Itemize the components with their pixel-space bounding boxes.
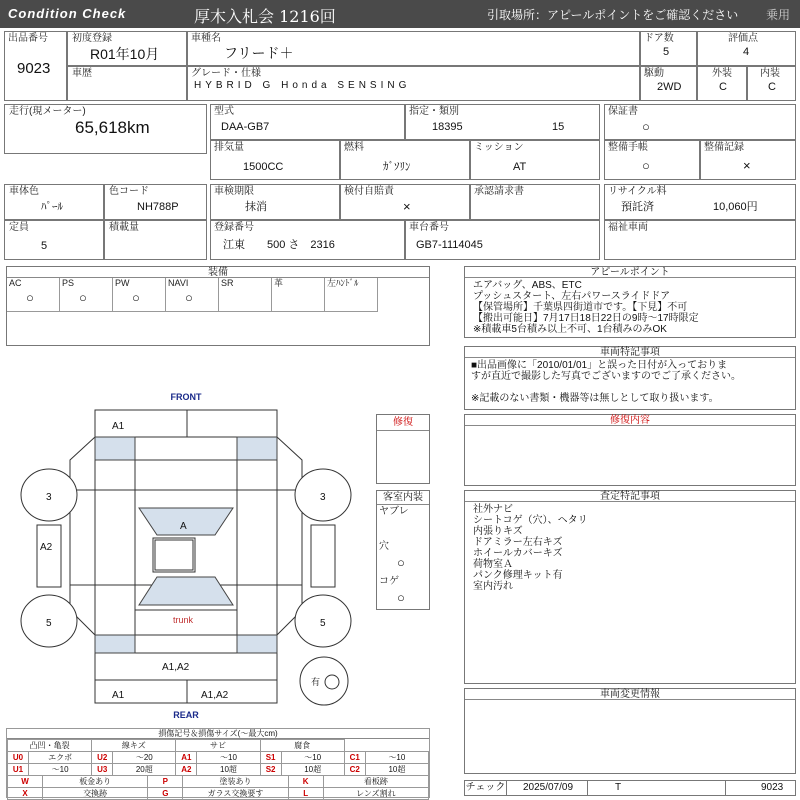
drive-cell <box>640 66 697 101</box>
equipment-label: 革 <box>274 278 284 288</box>
legend-code: C1 <box>344 752 365 764</box>
color-code-cell <box>104 184 207 220</box>
right-side-panel <box>311 525 335 587</box>
interior-damage-value: ○ <box>397 590 405 605</box>
spare-label: 有 <box>311 677 321 687</box>
model-label: 車種名 <box>191 33 221 44</box>
footer-divider-2 <box>725 781 726 795</box>
legend-group: 凸凹・亀裂 <box>8 740 92 752</box>
rear-label: REAR <box>173 710 199 720</box>
legend-group: 腐食 <box>260 740 344 752</box>
equipment-title: 装備 <box>7 267 429 278</box>
maint-book-cell <box>604 140 700 180</box>
changes-box <box>464 688 796 774</box>
lot-value: 9023 <box>17 60 51 77</box>
legend-code: A1 <box>176 752 197 764</box>
appeal-line: ※積載車5台積み以上不可、1台積みのみOK <box>473 324 667 335</box>
welfare-cell <box>604 220 796 260</box>
legend-desc: エクボ <box>29 752 92 764</box>
legend-symbol-desc: 交換跡 <box>43 788 148 800</box>
equipment-item <box>219 278 272 312</box>
hood-code: A <box>180 521 187 532</box>
reg-no-cell <box>210 220 405 260</box>
interior-damage-item <box>377 540 429 575</box>
legend-symbols <box>7 775 429 800</box>
exterior-label: 外装 <box>712 68 732 79</box>
front-label: FRONT <box>170 392 202 402</box>
legend-group-row <box>8 740 429 752</box>
fuel-value: ｶﾞｿﾘﾝ <box>383 161 411 173</box>
left-side-panel <box>37 525 61 587</box>
maint-book-value: ○ <box>642 158 650 173</box>
designation-value-1: 18395 <box>432 121 463 133</box>
liability-value: × <box>403 199 411 214</box>
drive-label: 駆動 <box>644 68 664 79</box>
footer-bar <box>464 780 796 796</box>
mission-label: ミッション <box>474 142 524 153</box>
rear-bumper-upper-code: A1,A2 <box>162 662 190 673</box>
repair-title: 修復内容 <box>465 415 795 426</box>
inspection-line: シートコゲ（穴）、ヘタリ <box>473 515 588 526</box>
inspection-line: パンク修理キット有 <box>473 570 563 581</box>
legend-symbol-code: X <box>8 788 43 800</box>
legend-desc: 10超 <box>197 764 260 776</box>
legend-desc: 10超 <box>365 764 428 776</box>
inspection-line: 荷物室Ａ <box>473 559 513 570</box>
equipment-label: PW <box>115 278 130 288</box>
color-value: ﾊﾟｰﾙ <box>41 201 63 213</box>
appeal-line: 【保管場所】千葉県四街道市です。【下見】不可 <box>473 302 688 313</box>
interior-damage-value: ○ <box>397 555 405 570</box>
load-cell <box>104 220 207 260</box>
recycle-label: リサイクル料 <box>608 186 667 197</box>
doors-cell <box>640 31 697 66</box>
color-code-label: 色コード <box>109 186 149 197</box>
equipment-item <box>325 278 378 312</box>
equipment-item <box>272 278 325 312</box>
legend-title: 損傷記号＆損傷サイズ(～最大cm) <box>7 729 429 739</box>
legend-code: U3 <box>92 764 113 776</box>
legend-symbol-row <box>8 776 429 788</box>
type-cell <box>210 104 405 140</box>
legend-symbol-desc: ガラス交換要す <box>183 788 288 800</box>
lot-cell <box>4 31 67 101</box>
car-damage-diagram <box>0 385 376 725</box>
maint-record-label: 整備記録 <box>704 142 744 153</box>
legend-desc: 20超 <box>113 764 176 776</box>
equipment-item <box>113 278 166 312</box>
legend-table <box>7 739 429 776</box>
roof <box>153 538 195 572</box>
capacity-label: 定員 <box>9 222 29 233</box>
legend-group: サビ <box>176 740 260 752</box>
interior-damage-item <box>377 505 429 540</box>
approval-label: 承認請求書 <box>474 186 524 197</box>
appeal-box <box>464 266 796 338</box>
checker: T <box>615 782 622 793</box>
equipment-value: ○ <box>26 290 34 305</box>
appeal-title: アピールポイント <box>465 267 795 278</box>
legend-desc: ～20 <box>113 752 176 764</box>
recycle-value: 10,060円 <box>713 201 758 213</box>
interior-label: 内装 <box>760 68 780 79</box>
capacity-value: 5 <box>41 240 48 252</box>
maint-record-cell <box>700 140 796 180</box>
rear-left-glass <box>95 635 135 653</box>
warranty-value: ○ <box>642 119 650 134</box>
appeal-line: プッシュスタート、左右パワースライドドア <box>473 291 671 302</box>
equipment-item <box>166 278 219 312</box>
legend-symbol-code: P <box>148 776 183 788</box>
exterior-value: C <box>719 81 727 93</box>
legend-code: S2 <box>260 764 281 776</box>
spare-tire <box>300 657 348 705</box>
grade-cell <box>187 66 640 101</box>
grade-value: HYBRID G Honda SENSING <box>194 80 411 91</box>
mission-cell <box>470 140 600 180</box>
inspection-line: ドアミラー左右キズ <box>473 537 563 548</box>
mileage-value: 65,618km <box>75 118 150 137</box>
approval-cell <box>470 184 600 220</box>
legend-symbol-row <box>8 788 429 800</box>
special-notes-box <box>464 346 796 410</box>
interior-value: C <box>768 81 776 93</box>
interior-damage-label: 穴 <box>379 541 389 552</box>
legend-code: U0 <box>8 752 29 764</box>
equipment-value: ○ <box>79 290 87 305</box>
inspection-line: 社外ナビ <box>473 504 513 515</box>
inspection-title: 査定特記事項 <box>465 491 795 502</box>
legend-code: C2 <box>344 764 365 776</box>
interior-damage-title: 客室内装 <box>377 491 429 505</box>
fuel-label: 燃料 <box>344 142 364 153</box>
front-right-glass <box>237 437 277 460</box>
color-label: 車体色 <box>9 186 39 197</box>
changes-title: 車両変更情報 <box>465 689 795 700</box>
score-cell <box>697 31 796 66</box>
inspection-line: 内張りキズ <box>473 526 523 537</box>
designation-cell <box>405 104 600 140</box>
legend-symbol-code: G <box>148 788 183 800</box>
inspection-line: ホイールカバーキズ <box>473 548 563 559</box>
rear-left-code: A1 <box>112 690 125 701</box>
reg-no-label: 登録番号 <box>214 222 254 233</box>
equipment-item <box>7 278 60 312</box>
repair-box <box>464 414 796 486</box>
doors-value: 5 <box>663 46 670 58</box>
liability-label: 検付自賠責 <box>344 186 394 197</box>
history-cell <box>67 66 187 101</box>
auction-title: 厚木入札会 1216回 <box>194 7 336 26</box>
legend-symbol-code: K <box>288 776 323 788</box>
first-reg-label: 初度登録 <box>72 33 112 44</box>
special-title: 車両特記事項 <box>465 347 795 358</box>
inspection-expiry-cell <box>210 184 340 220</box>
special-line: すが直近で撮影した写真でございますのでご了承ください。 <box>471 371 741 382</box>
first-reg-cell <box>67 31 187 66</box>
front-left-glass <box>95 437 135 460</box>
mission-value: AT <box>513 161 527 173</box>
model-value: フリード＋ <box>224 45 294 61</box>
trunk-label: trunk <box>173 615 194 625</box>
designation-value-2: 15 <box>552 121 565 133</box>
equipment-label: 左ﾊﾝﾄﾞﾙ <box>327 278 359 288</box>
appeal-line: 【搬出可能日】7月17日18日22日の9時～17時限定 <box>473 313 699 324</box>
chassis-label: 車台番号 <box>409 222 449 233</box>
front-bumper-code: A1 <box>112 421 125 432</box>
wheel-rr-code: 5 <box>320 618 326 629</box>
inspection-label: 車検期限 <box>214 186 254 197</box>
interior-damage-label: ヤブレ <box>379 506 409 517</box>
interior-damage-item <box>377 575 429 610</box>
lot-label: 出品番号 <box>8 33 48 44</box>
legend-symbol-desc: レンズ割れ <box>323 788 428 800</box>
special-line: ※記載のない書類・機器等は無しとして取り扱います。 <box>471 393 719 404</box>
inspection-value: 抹消 <box>245 201 267 213</box>
legend-symbol-desc: 板金あり <box>43 776 148 788</box>
check-date: 2025/07/09 <box>522 782 574 793</box>
warranty-cell <box>604 104 796 140</box>
repair-side-label: 修復 <box>377 415 429 431</box>
wheel-rl-code: 5 <box>46 618 52 629</box>
score-value: 4 <box>743 46 750 58</box>
equipment-label: SR <box>221 278 234 288</box>
displacement-cell <box>210 140 340 180</box>
type-value: DAA-GB7 <box>221 121 270 133</box>
drive-value: 2WD <box>657 81 682 93</box>
score-label: 評価点 <box>728 33 758 44</box>
interior-damage-box <box>376 490 430 610</box>
history-label: 車歴 <box>72 68 92 79</box>
legend-code: S1 <box>260 752 281 764</box>
equipment-value: ○ <box>185 290 193 305</box>
recycle-status: 預託済 <box>621 201 654 213</box>
mileage-label: 走行(現メーター) <box>9 106 86 117</box>
fuel-cell <box>340 140 470 180</box>
interior-damage-label: コゲ <box>379 576 399 587</box>
repair-side-box <box>376 414 430 484</box>
displacement-label: 排気量 <box>214 142 244 153</box>
maint-book-label: 整備手帳 <box>608 142 648 153</box>
damage-legend <box>6 728 430 798</box>
inspection-line: 室内汚れ <box>473 581 513 592</box>
recycle-cell <box>604 184 796 220</box>
model-cell <box>187 31 640 66</box>
legend-desc: ～10 <box>365 752 428 764</box>
rear-right-glass <box>237 635 277 653</box>
mileage-cell <box>4 104 207 154</box>
legend-desc: ～10 <box>29 764 92 776</box>
grade-label: グレード・仕様 <box>191 68 261 79</box>
condition-check-title: Condition Check <box>8 6 127 21</box>
legend-desc: 10超 <box>281 764 344 776</box>
legend-group: 線キズ <box>92 740 176 752</box>
pickup-note: 引取場所：アピールポイントをご確認ください <box>487 8 739 22</box>
footer-divider-1 <box>587 781 588 795</box>
interior-cell <box>747 66 796 101</box>
first-reg-value: R01年10月 <box>90 46 160 62</box>
wheel-fr-code: 3 <box>320 492 326 503</box>
chassis-value: GB7-1114045 <box>416 239 483 251</box>
legend-row <box>8 764 429 776</box>
spare-tire-hub <box>325 675 339 689</box>
legend-symbol-code: W <box>8 776 43 788</box>
equipment-label: NAVI <box>168 278 189 288</box>
reg-no-value: 江東 500 さ 2316 <box>223 239 335 251</box>
exterior-cell <box>697 66 747 101</box>
liability-cell <box>340 184 470 220</box>
equipment-label: AC <box>9 278 22 288</box>
warranty-label: 保証書 <box>608 106 638 117</box>
inspection-notes-box <box>464 490 796 684</box>
rear-right-code: A1,A2 <box>201 690 229 701</box>
legend-code: U1 <box>8 764 29 776</box>
header-bar <box>0 0 800 28</box>
legend-symbol-desc: 塗装あり <box>183 776 288 788</box>
legend-code: U2 <box>92 752 113 764</box>
maint-record-value: × <box>743 158 751 173</box>
type-label: 型式 <box>214 106 234 117</box>
equipment-label: PS <box>62 278 75 288</box>
left-side-code: A2 <box>40 542 53 553</box>
equipment-table <box>6 266 430 346</box>
color-code-value: NH788P <box>137 201 179 213</box>
legend-desc: ～10 <box>281 752 344 764</box>
displacement-value: 1500CC <box>243 161 284 173</box>
check-label: チェック <box>465 782 506 793</box>
load-label: 積載量 <box>109 222 139 233</box>
legend-symbol-code: L <box>288 788 323 800</box>
chassis-cell <box>405 220 600 260</box>
equipment-item <box>60 278 113 312</box>
legend-symbol-desc: 看板跡 <box>323 776 428 788</box>
footer-number: 9023 <box>761 782 784 793</box>
legend-row <box>8 752 429 764</box>
capacity-cell <box>4 220 104 260</box>
designation-label: 指定・類別 <box>409 106 459 117</box>
category-label: 乗用 <box>766 8 791 22</box>
doors-label: ドア数 <box>644 33 674 44</box>
special-line: ■出品画像に「2010/01/01」と誤った日付が入っておりま <box>471 360 728 371</box>
color-cell <box>4 184 104 220</box>
legend-code: A2 <box>176 764 197 776</box>
equipment-value: ○ <box>132 290 140 305</box>
appeal-line: エアバッグ、ABS、ETC <box>473 280 582 291</box>
welfare-label: 福祉車両 <box>608 222 648 233</box>
rear-window <box>139 577 233 605</box>
wheel-fl-code: 3 <box>46 492 52 503</box>
legend-desc: ～10 <box>197 752 260 764</box>
